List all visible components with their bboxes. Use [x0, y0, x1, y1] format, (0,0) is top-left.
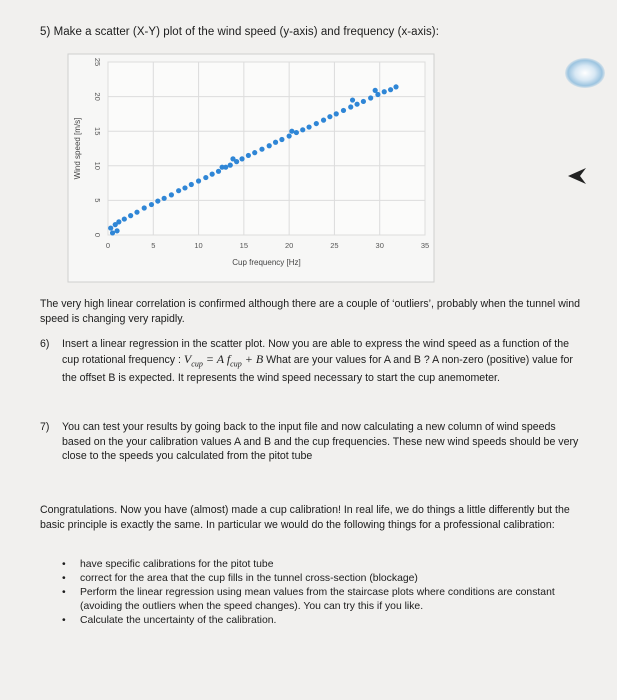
data-point — [252, 150, 257, 155]
data-point — [306, 124, 311, 129]
question-6-number: 6) — [40, 338, 50, 350]
data-point — [393, 84, 398, 89]
question-6-text: Insert a linear regression in the scatter plot. Now you are able to express the wind speed as a function of the cup rotational frequency : $V_{cup} = A$ $f_{cup} + B$ What are your values for A and B ? A non-zero (positive) value for the offset B is expected. It represents the wind speed necessary to start the cup anemometer. — [62, 338, 573, 385]
question-6 — [40, 337, 580, 386]
data-point — [287, 133, 292, 138]
cursor-arrow-icon — [566, 165, 588, 187]
data-point — [373, 88, 378, 93]
data-point — [279, 137, 284, 142]
x-tick-label: 0 — [105, 241, 111, 250]
data-point — [321, 118, 326, 123]
wind-speed-formula: $V_{cup} = A$ $f_{cup} + B$ — [183, 351, 264, 368]
data-point — [116, 219, 121, 224]
data-point — [388, 87, 393, 92]
data-point — [149, 202, 154, 207]
data-point — [230, 156, 235, 161]
y-tick-label: 10 — [93, 161, 102, 170]
scatter-chart — [60, 52, 440, 284]
data-point — [169, 192, 174, 197]
y-tick-label: 25 — [93, 57, 102, 67]
data-point — [110, 230, 115, 235]
list-item: • have specific calibrations for the pitot tube — [62, 559, 274, 570]
data-point — [182, 185, 187, 190]
data-point — [314, 121, 319, 126]
data-point — [361, 99, 366, 104]
data-point — [327, 114, 332, 119]
bullet-icon: • — [62, 559, 66, 570]
data-point — [128, 213, 133, 218]
data-point — [210, 172, 215, 177]
data-point — [354, 102, 359, 107]
calibration-steps-list — [60, 558, 560, 628]
x-tick-label: 25 — [330, 241, 339, 250]
congratulations-paragraph: Congratulations. Now you have (almost) made a cup calibration! In real life, we do things a little differently but the basic principle is exactly the same. In particular we would do the following things for a professional calibration: — [40, 504, 570, 531]
x-tick-label: 30 — [375, 241, 384, 250]
data-point — [239, 156, 244, 161]
light-glare — [565, 58, 605, 88]
y-tick-label: 15 — [93, 127, 102, 136]
data-point — [228, 163, 233, 168]
list-item: • Perform the linear regression using mean values from the staircase plots where conditions are constant (avoiding the outliers when the speed changes). You can try this if you like. — [62, 587, 555, 612]
data-point — [134, 210, 139, 215]
plot-area — [108, 62, 425, 235]
data-point — [162, 196, 167, 201]
data-point — [189, 182, 194, 187]
bullet-icon: • — [62, 615, 66, 626]
question-7 — [40, 420, 580, 464]
data-point — [108, 225, 113, 230]
data-point — [220, 165, 225, 170]
data-point — [350, 97, 355, 102]
y-tick-label: 20 — [93, 92, 102, 101]
data-point — [155, 198, 160, 203]
scatter-chart-svg — [60, 52, 440, 284]
data-point — [348, 104, 353, 109]
question-7-text: You can test your results by going back to the input file and now calculating a new column of wind speeds based on the your calibration values A and B and the cup frequencies. These new wind speeds should be very close to the speeds you calculated from the pitot tube — [62, 421, 579, 462]
x-tick-label: 35 — [420, 241, 430, 250]
data-point — [289, 129, 294, 134]
x-tick-label: 10 — [194, 241, 203, 250]
data-point — [341, 108, 346, 113]
x-tick-label: 5 — [151, 241, 156, 250]
data-point — [382, 89, 387, 94]
data-point — [294, 130, 299, 135]
data-point — [259, 147, 264, 152]
data-point — [246, 153, 251, 158]
data-point — [267, 143, 272, 148]
data-point — [176, 188, 181, 193]
data-point — [142, 205, 147, 210]
x-axis-label: Cup frequency [Hz] — [232, 258, 301, 267]
bullet-icon: • — [62, 573, 66, 584]
list-item: • correct for the area that the cup fills in the tunnel cross-section (blockage) — [62, 573, 418, 584]
x-tick-label: 20 — [284, 241, 294, 250]
bullet-icon: • — [62, 587, 66, 598]
question-7-number: 7) — [40, 421, 50, 433]
data-point — [122, 216, 127, 221]
data-point — [216, 169, 221, 174]
question-5: 5) Make a scatter (X-Y) plot of the wind speed (y-axis) and frequency (x-axis): — [40, 26, 439, 38]
data-point — [273, 140, 278, 145]
y-axis-label: Wind speed [m/s] — [73, 117, 82, 180]
data-point — [196, 178, 201, 183]
data-point — [334, 111, 339, 116]
x-tick-label: 15 — [239, 241, 249, 250]
data-point — [203, 175, 208, 180]
data-point — [368, 95, 373, 100]
correlation-note: The very high linear correlation is confirmed although there are a couple of ‘outliers’, probably when the tunnel wind speed is changing very rapidly. — [40, 298, 581, 325]
y-tick-label: 5 — [93, 198, 102, 203]
data-point — [114, 228, 119, 233]
y-tick-label: 0 — [93, 232, 102, 238]
list-item: • Calculate the uncertainty of the calibration. — [62, 615, 277, 626]
data-point — [300, 127, 305, 132]
